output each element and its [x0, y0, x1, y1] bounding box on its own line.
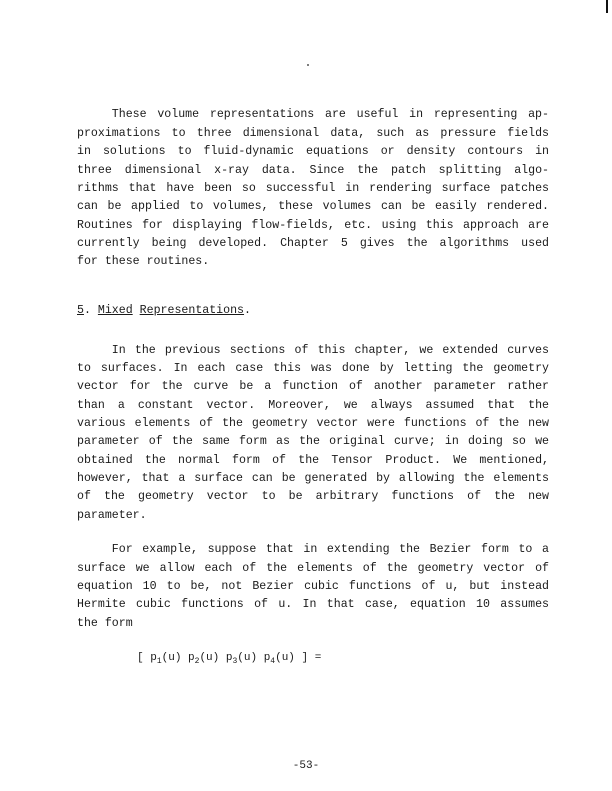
text-line: rithms that have been so successful in rendering surface patches — [77, 182, 549, 195]
equation-open-bracket: [ — [137, 652, 151, 664]
equation-term: p — [150, 652, 157, 664]
equation-argument: (u) — [199, 652, 226, 664]
equation-argument: (u) — [237, 652, 264, 664]
text-line: surface we allow each of the elements of the geometry vector of — [77, 562, 549, 575]
equation-subscript: 3 — [232, 657, 238, 666]
section-heading — [77, 304, 251, 318]
text-line: parameter of the same form as the original curve; in doing so we — [77, 435, 549, 448]
equation-subscript: 4 — [270, 657, 276, 666]
text-line: three dimensional x-ray data. Since the patch splitting algo- — [77, 164, 549, 177]
section-title-word: Representations — [139, 304, 245, 317]
text-line: can be applied to volumes, these volumes can be easily rendered. — [77, 200, 549, 213]
scan-speck — [307, 64, 309, 66]
text-line: however, that a surface can be generated by allowing the elements — [77, 472, 549, 485]
text-line: for these routines. — [77, 255, 210, 268]
equation-subscript: 2 — [194, 657, 200, 666]
section-number: 5 — [77, 304, 84, 317]
equation-geometry-vector — [137, 651, 321, 669]
section-title-period: . — [244, 304, 251, 317]
text-line: to surfaces. In each case this was done by letting the geometry — [77, 362, 549, 375]
text-line: vector for the curve be a function of another parameter rather — [77, 380, 549, 393]
section-title-word: Mixed — [97, 304, 133, 317]
text-line: For example, suppose that in extending the Bezier form to a — [111, 543, 549, 556]
equation-subscript: 1 — [156, 657, 162, 666]
text-line: of the geometry vector to be arbitrary functions of the new — [77, 490, 549, 503]
section-separator: . — [83, 304, 98, 317]
equation-argument: (u) — [275, 652, 302, 664]
equation-term: p — [263, 652, 271, 664]
scan-edge-mark — [606, 0, 608, 13]
text-line: parameter. — [77, 509, 147, 522]
text-line: than a constant vector. Moreover, we always assumed that the — [77, 399, 549, 412]
section-title-space — [133, 304, 140, 317]
page-number: -53- — [292, 760, 320, 772]
text-line: Routines for displaying flow-fields, etc. using this approach are — [77, 219, 549, 232]
text-line: Hermite cubic functions of u. In that case, equation 10 assumes — [77, 598, 549, 611]
text-line: proximations to three dimensional data, such as pressure fields — [77, 127, 549, 140]
equation-term: p — [188, 652, 195, 664]
text-line: the form — [77, 617, 133, 630]
equation-argument: (u) — [161, 652, 189, 664]
text-line: In the previous sections of this chapter, we extended curves — [111, 344, 549, 357]
text-line: in solutions to fluid-dynamic equations or density contours in — [77, 145, 549, 158]
equation-close-bracket: ] = — [301, 652, 322, 664]
text-line: equation 10 to be, not Bezier cubic functions of u, but instead — [77, 580, 549, 593]
text-line: various elements of the geometry vector were functions of the new — [77, 417, 549, 430]
equation-term: p — [225, 652, 233, 664]
text-line: currently being developed. Chapter 5 gives the algorithms used — [77, 237, 549, 250]
text-line: obtained the normal form of the Tensor Product. We mentioned, — [77, 454, 549, 467]
text-line: These volume representations are useful in representing ap- — [111, 108, 549, 121]
